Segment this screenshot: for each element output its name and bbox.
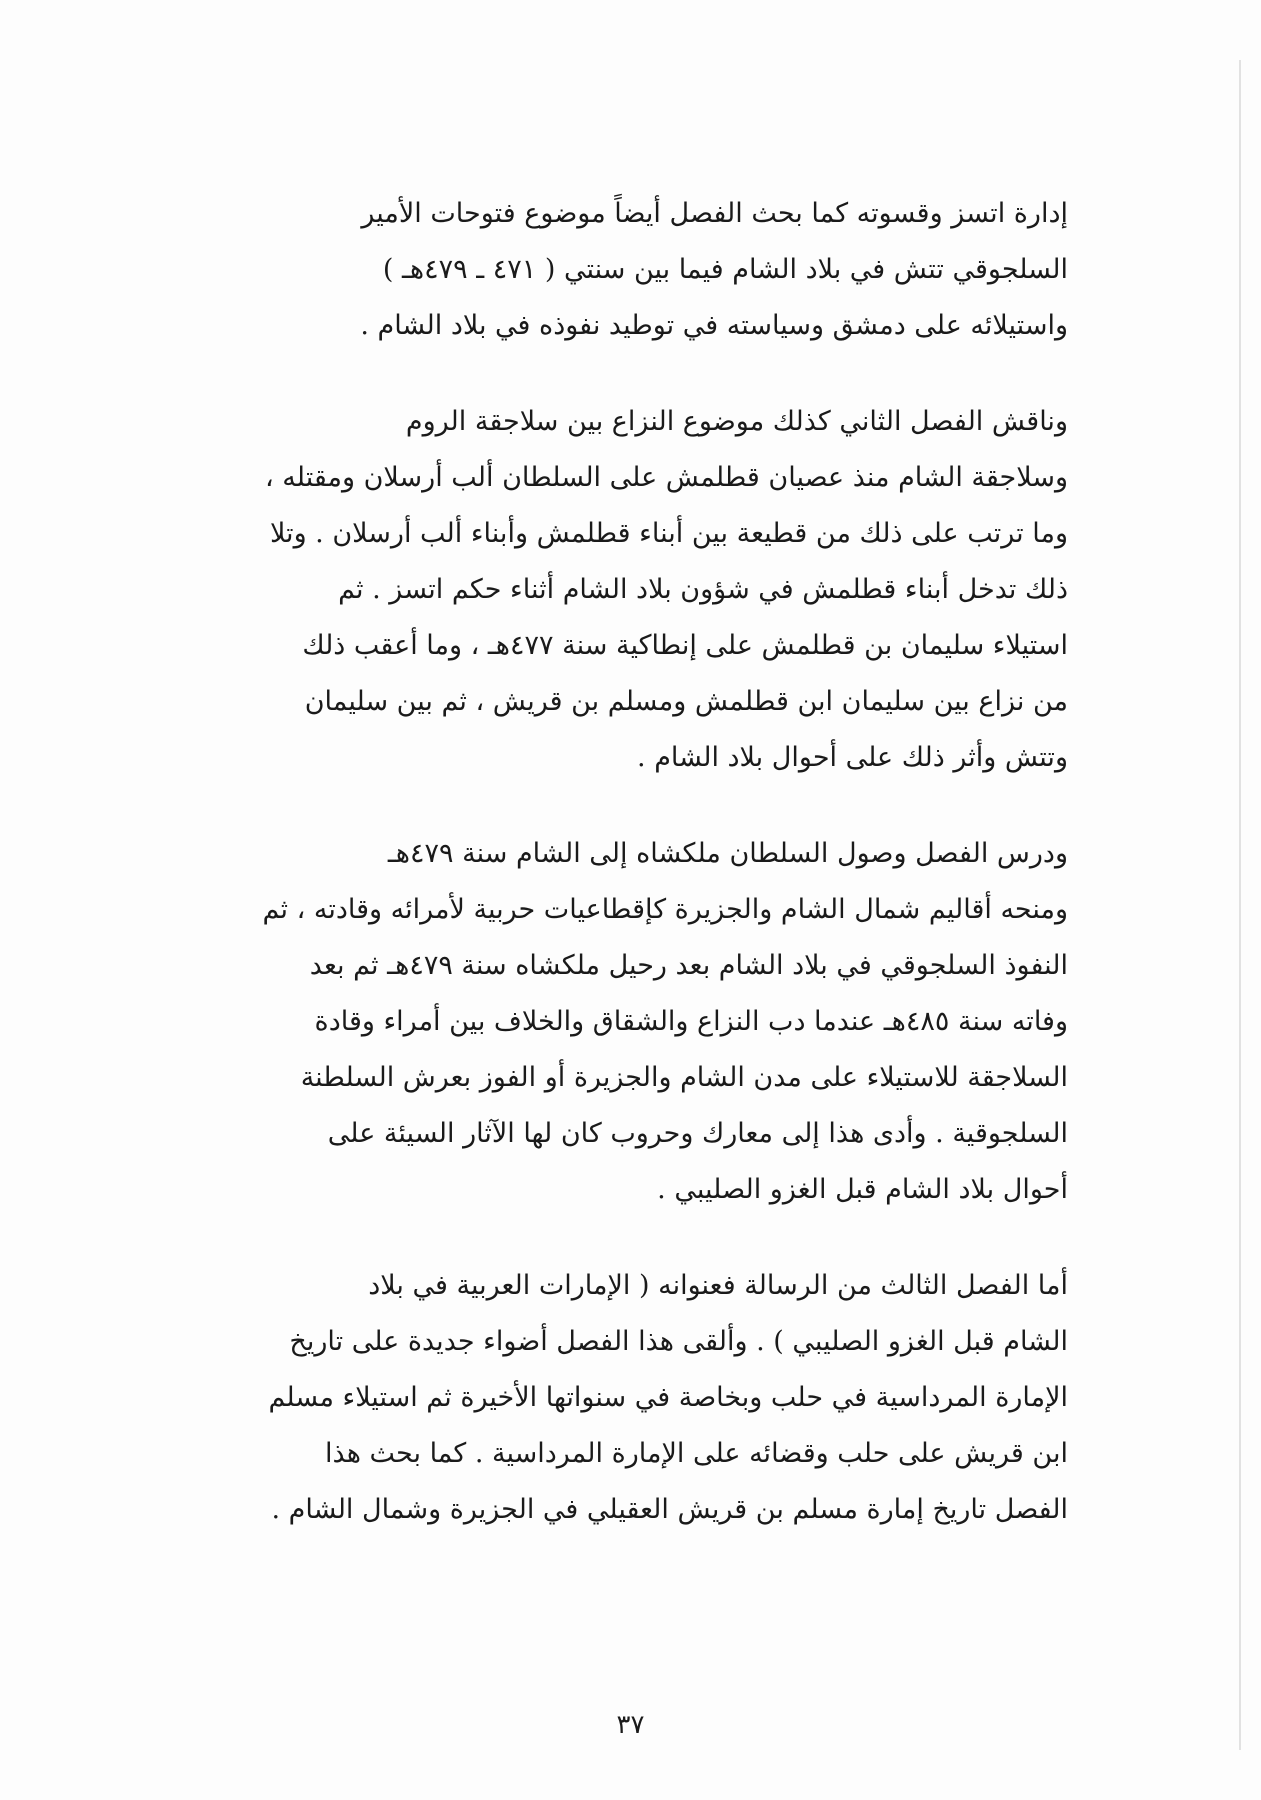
text-line: ودرس الفصل وصول السلطان ملكشاه إلى الشام سنة ٤٧٩هـ [387,838,1068,869]
text-line: إدارة اتسز وقسوته كما بحث الفصل أيضاً موضوع فتوحات الأمير [361,198,1068,229]
book-page-body [208,186,1068,1578]
page-edge-divider [1239,60,1241,1750]
text-line: الإمارة المرداسية في حلب وبخاصة في سنواتها الأخيرة ثم استيلاء مسلم [268,1382,1068,1413]
paragraph-3 [208,826,1068,1218]
text-line: وسلاجقة الشام منذ عصيان قطلمش على السلطان ألب أرسلان ومقتله ، [265,462,1068,493]
text-line: وما ترتب على ذلك من قطيعة بين أبناء قطلمش وأبناء ألب أرسلان . وتلا [269,518,1068,549]
text-line: وتتش وأثر ذلك على أحوال بلاد الشام . [637,742,1068,773]
text-line: الشام قبل الغزو الصليبي ) . وألقى هذا الفصل أضواء جديدة على تاريخ [289,1326,1068,1357]
text-line: ذلك تدخل أبناء قطلمش في شؤون بلاد الشام أثناء حكم اتسز . ثم [338,574,1068,605]
text-line: السلاجقة للاستيلاء على مدن الشام والجزيرة أو الفوز بعرش السلطنة [300,1062,1068,1093]
page-number: ٣٧ [616,1710,645,1740]
text-line: استيلاء سليمان بن قطلمش على إنطاكية سنة ٤٧٧هـ ، وما أعقب ذلك [302,630,1068,661]
text-line: ومنحه أقاليم شمال الشام والجزيرة كإقطاعيات حربية لأمرائه وقادته ، ثم [262,894,1068,925]
text-line: الفصل تاريخ إمارة مسلم بن قريش العقيلي في الجزيرة وشمال الشام . [271,1494,1068,1525]
text-line: النفوذ السلجوقي في بلاد الشام بعد رحيل ملكشاه سنة ٤٧٩هـ ثم بعد [309,950,1068,981]
text-line: أحوال بلاد الشام قبل الغزو الصليبي . [657,1174,1068,1205]
text-line: وفاته سنة ٤٨٥هـ عندما دب النزاع والشقاق والخلاف بين أمراء وقادة [314,1006,1068,1037]
paragraph-2 [208,394,1068,786]
text-line: وناقش الفصل الثاني كذلك موضوع النزاع بين سلاجقة الروم [405,406,1068,437]
paragraph-1 [208,186,1068,354]
text-line: واستيلائه على دمشق وسياسته في توطيد نفوذه في بلاد الشام . [360,310,1068,341]
text-line: من نزاع بين سليمان ابن قطلمش ومسلم بن قريش ، ثم بين سليمان [304,686,1068,717]
paragraph-4 [208,1258,1068,1538]
text-line: السلجوقية . وأدى هذا إلى معارك وحروب كان لها الآثار السيئة على [327,1118,1068,1149]
text-line: ابن قريش على حلب وقضائه على الإمارة المرداسية . كما بحث هذا [325,1438,1068,1469]
text-line: أما الفصل الثالث من الرسالة فعنوانه ( الإمارات العربية في بلاد [368,1270,1068,1301]
text-line: السلجوقي تتش في بلاد الشام فيما بين سنتي ( ٤٧١ ـ ٤٧٩هـ ) [382,254,1068,285]
